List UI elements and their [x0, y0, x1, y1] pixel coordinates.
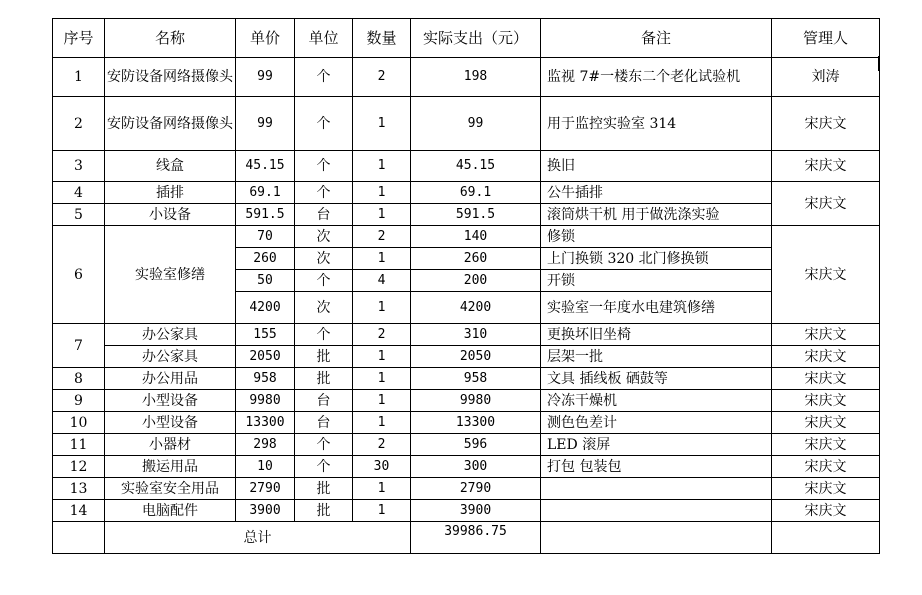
- header-note: 备注: [541, 19, 772, 58]
- cell-unit: 台: [295, 412, 353, 434]
- cell-no: 7: [53, 324, 105, 368]
- cell-no: 6: [53, 226, 105, 324]
- cell-qty: 2: [353, 324, 411, 346]
- cell-price: 99: [236, 97, 295, 151]
- total-note-blank: [541, 522, 772, 554]
- cell-qty: 1: [353, 500, 411, 522]
- cell-amount: 198: [411, 58, 541, 97]
- cell-amount: 13300: [411, 412, 541, 434]
- cell-price: 298: [236, 434, 295, 456]
- cell-note: 公牛插排: [541, 182, 772, 204]
- cell-manager: 宋庆文: [772, 500, 880, 522]
- table-row: [53, 500, 880, 522]
- header-name: 名称: [105, 19, 236, 58]
- cell-price: 69.1: [236, 182, 295, 204]
- cell-unit: 批: [295, 368, 353, 390]
- cell-qty: 1: [353, 151, 411, 182]
- table-row: [53, 151, 880, 182]
- cell-qty: 2: [353, 58, 411, 97]
- cell-price: 45.15: [236, 151, 295, 182]
- cell-qty: 1: [353, 412, 411, 434]
- cell-unit: 次: [295, 248, 353, 270]
- cell-name: 办公家具: [105, 324, 236, 346]
- cell-note: 上门换锁 320 北门修换锁: [541, 248, 772, 270]
- cell-note: 更换坏旧坐椅: [541, 324, 772, 346]
- cell-unit: 个: [295, 456, 353, 478]
- cell-note: 开锁: [541, 270, 772, 292]
- table-row: [53, 412, 880, 434]
- header-qty: 数量: [353, 19, 411, 58]
- cell-unit: 个: [295, 151, 353, 182]
- cell-amount: 2050: [411, 346, 541, 368]
- cell-note: 监视 7#一楼东二个老化试验机: [541, 58, 772, 97]
- cell-qty: 2: [353, 226, 411, 248]
- cell-no: 5: [53, 204, 105, 226]
- header-unit: 单位: [295, 19, 353, 58]
- cell-name: 搬运用品: [105, 456, 236, 478]
- cell-unit: 次: [295, 292, 353, 324]
- cell-unit: 个: [295, 324, 353, 346]
- cell-note: 打包 包装包: [541, 456, 772, 478]
- cell-note: 用于监控实验室 314: [541, 97, 772, 151]
- cell-amount: 310: [411, 324, 541, 346]
- cell-amount: 140: [411, 226, 541, 248]
- header-no: 序号: [53, 19, 105, 58]
- cell-price: 3900: [236, 500, 295, 522]
- table-row: [53, 97, 880, 151]
- cell-qty: 1: [353, 248, 411, 270]
- cell-note: [541, 478, 772, 500]
- cell-price: 13300: [236, 412, 295, 434]
- cell-manager: 宋庆文: [772, 390, 880, 412]
- table-row: [53, 434, 880, 456]
- cell-qty: 1: [353, 182, 411, 204]
- cell-manager: 宋庆文: [772, 226, 880, 324]
- cell-qty: 1: [353, 346, 411, 368]
- cell-note: 修锁: [541, 226, 772, 248]
- cell-price: 99: [236, 58, 295, 97]
- cell-amount: 99: [411, 97, 541, 151]
- cell-name: 安防设备网络摄像头: [105, 97, 236, 151]
- table-row: [53, 58, 880, 97]
- cell-amount: 596: [411, 434, 541, 456]
- cell-note: [541, 500, 772, 522]
- cell-price: 50: [236, 270, 295, 292]
- cell-manager: 刘涛: [772, 58, 880, 97]
- cell-name: 实验室修缮: [105, 226, 236, 324]
- cell-amount: 9980: [411, 390, 541, 412]
- cell-no: 11: [53, 434, 105, 456]
- cell-note: 实验室一年度水电建筑修缮: [541, 292, 772, 324]
- cell-price: 9980: [236, 390, 295, 412]
- cell-manager: 宋庆文: [772, 368, 880, 390]
- cell-name: 小器材: [105, 434, 236, 456]
- table-row: [53, 204, 880, 226]
- total-row: [53, 522, 880, 554]
- cell-no: 10: [53, 412, 105, 434]
- cell-qty: 4: [353, 270, 411, 292]
- cell-note: 换旧: [541, 151, 772, 182]
- cell-amount: 200: [411, 270, 541, 292]
- cell-price: 155: [236, 324, 295, 346]
- cell-name: 小型设备: [105, 412, 236, 434]
- cell-amount: 3900: [411, 500, 541, 522]
- cell-manager: 宋庆文: [772, 324, 880, 346]
- cell-qty: 1: [353, 292, 411, 324]
- cell-unit: 批: [295, 500, 353, 522]
- total-amount: 39986.75: [411, 522, 541, 554]
- cell-price: 10: [236, 456, 295, 478]
- cell-name: 实验室安全用品: [105, 478, 236, 500]
- cell-no: 1: [53, 58, 105, 97]
- cell-price: 2050: [236, 346, 295, 368]
- cell-unit: 台: [295, 204, 353, 226]
- cell-manager: 宋庆文: [772, 412, 880, 434]
- cell-no: 12: [53, 456, 105, 478]
- cell-unit: 台: [295, 390, 353, 412]
- cell-qty: 2: [353, 434, 411, 456]
- cell-qty: 1: [353, 204, 411, 226]
- cell-unit: 个: [295, 58, 353, 97]
- cell-qty: 1: [353, 390, 411, 412]
- cell-price: 70: [236, 226, 295, 248]
- expense-table: [52, 18, 880, 554]
- table-row: [53, 390, 880, 412]
- cell-unit: 个: [295, 182, 353, 204]
- cell-no: 9: [53, 390, 105, 412]
- cell-note: 滚筒烘干机 用于做洗涤实验: [541, 204, 772, 226]
- cell-unit: 个: [295, 270, 353, 292]
- cell-qty: 1: [353, 368, 411, 390]
- cell-amount: 260: [411, 248, 541, 270]
- cell-note: 冷冻干燥机: [541, 390, 772, 412]
- cell-amount: 300: [411, 456, 541, 478]
- cell-qty: 1: [353, 478, 411, 500]
- cell-note: LED 滚屏: [541, 434, 772, 456]
- cell-name: 小设备: [105, 204, 236, 226]
- cell-manager: 宋庆文: [772, 478, 880, 500]
- cell-price: 260: [236, 248, 295, 270]
- cell-price: 958: [236, 368, 295, 390]
- cell-amount: 69.1: [411, 182, 541, 204]
- cell-amount: 591.5: [411, 204, 541, 226]
- header-manager: 管理人: [772, 19, 880, 58]
- cell-manager: 宋庆文: [772, 182, 880, 226]
- cell-unit: 批: [295, 346, 353, 368]
- cursor-mark: [878, 56, 880, 71]
- cell-name: 线盒: [105, 151, 236, 182]
- cell-price: 4200: [236, 292, 295, 324]
- table-row: [53, 346, 880, 368]
- cell-unit: 个: [295, 97, 353, 151]
- cell-unit: 批: [295, 478, 353, 500]
- total-manager-blank: [772, 522, 880, 554]
- cell-no: 3: [53, 151, 105, 182]
- cell-amount: 958: [411, 368, 541, 390]
- cell-note: 文具 插线板 硒鼓等: [541, 368, 772, 390]
- cell-unit: 个: [295, 434, 353, 456]
- cell-manager: 宋庆文: [772, 151, 880, 182]
- cell-amount: 45.15: [411, 151, 541, 182]
- cell-name: 安防设备网络摄像头: [105, 58, 236, 97]
- header-row: [53, 19, 880, 58]
- cell-no: 14: [53, 500, 105, 522]
- cell-unit: 次: [295, 226, 353, 248]
- total-label: 总计: [105, 522, 411, 554]
- cell-manager: 宋庆文: [772, 434, 880, 456]
- cell-no: 2: [53, 97, 105, 151]
- cell-manager: 宋庆文: [772, 97, 880, 151]
- cell-amount: 4200: [411, 292, 541, 324]
- cell-no: 13: [53, 478, 105, 500]
- cell-no: 8: [53, 368, 105, 390]
- cell-qty: 30: [353, 456, 411, 478]
- cell-manager: 宋庆文: [772, 456, 880, 478]
- cell-name: 办公家具: [105, 346, 236, 368]
- header-price: 单价: [236, 19, 295, 58]
- header-amount: 实际支出（元）: [411, 19, 541, 58]
- cell-name: 电脑配件: [105, 500, 236, 522]
- cell-name: 办公用品: [105, 368, 236, 390]
- cell-name: 插排: [105, 182, 236, 204]
- table-row: [53, 324, 880, 346]
- cell-name: 小型设备: [105, 390, 236, 412]
- cell-qty: 1: [353, 97, 411, 151]
- cell-price: 591.5: [236, 204, 295, 226]
- cell-price: 2790: [236, 478, 295, 500]
- table-row: [53, 182, 880, 204]
- table-row: [53, 368, 880, 390]
- cell-note: 层架一批: [541, 346, 772, 368]
- table-row: [53, 456, 880, 478]
- table-row: [53, 478, 880, 500]
- cell-amount: 2790: [411, 478, 541, 500]
- total-blank: [53, 522, 105, 554]
- cell-note: 测色色差计: [541, 412, 772, 434]
- cell-no: 4: [53, 182, 105, 204]
- cell-manager: 宋庆文: [772, 346, 880, 368]
- table-row: [53, 226, 880, 248]
